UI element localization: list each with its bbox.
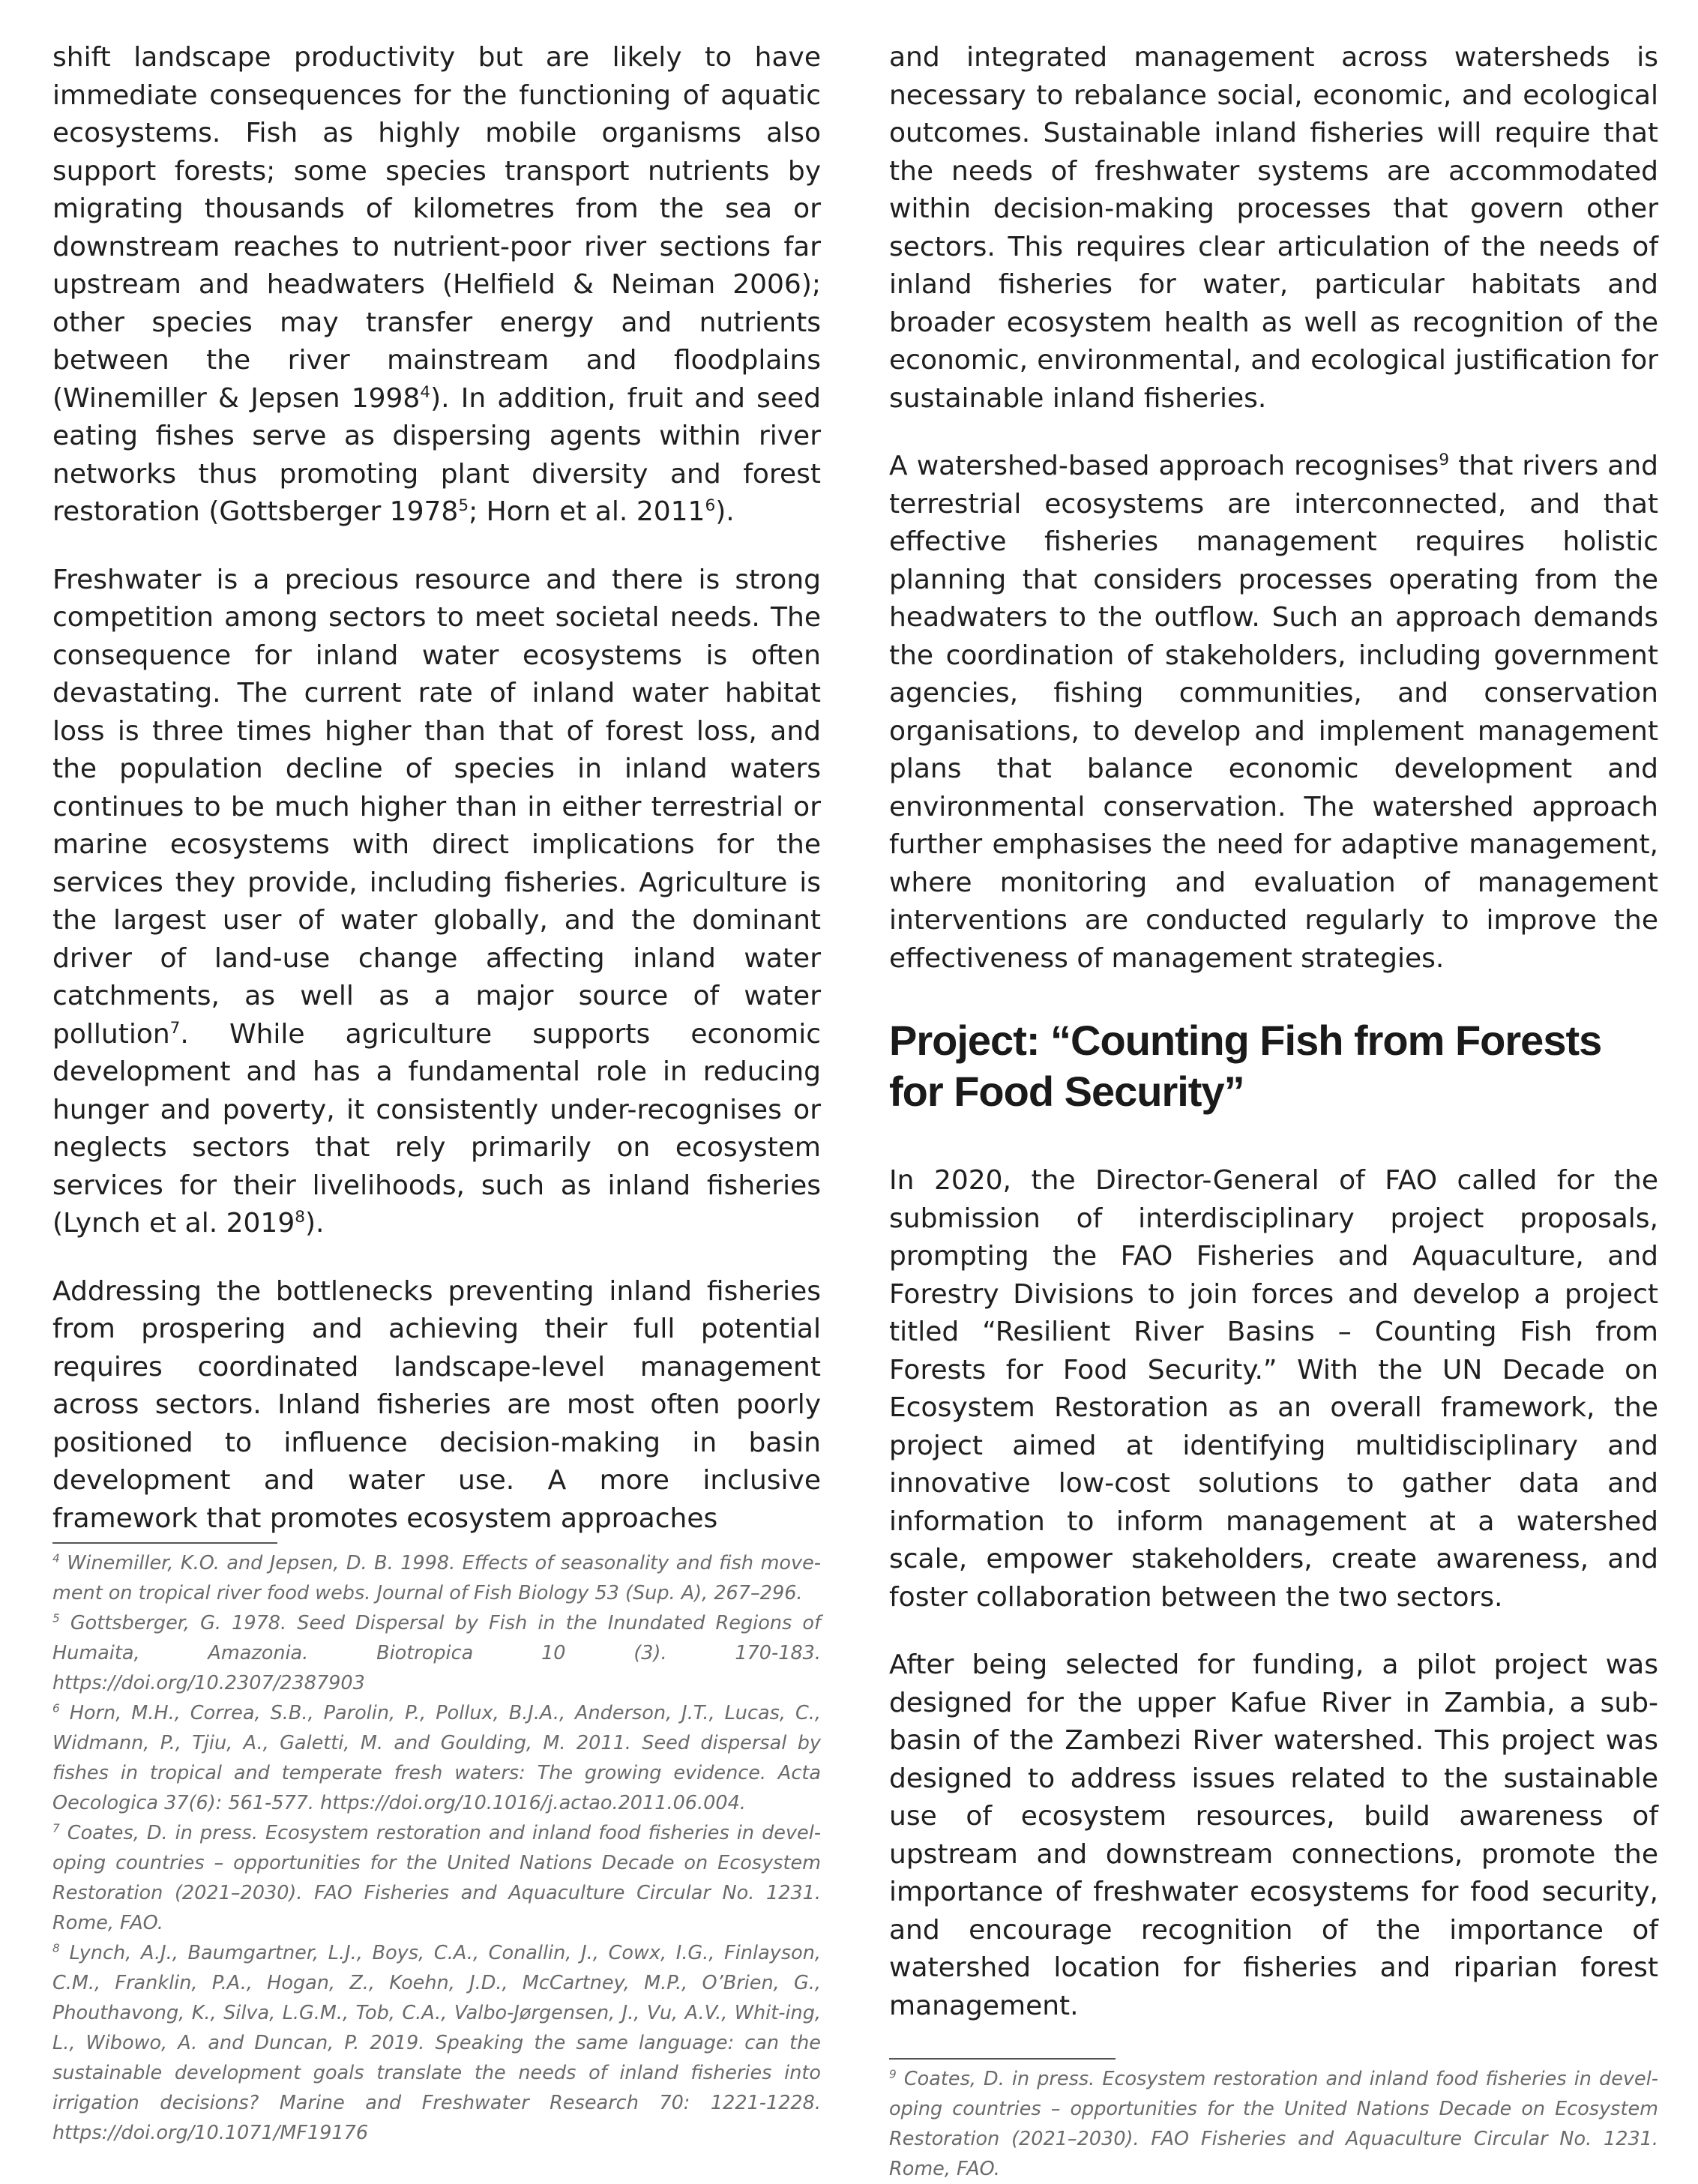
paragraph-freshwater-competition: Freshwater is a precious resource and there is strong competition among sectors to meet societal needs. The consequence for inland water ecosystems is often devastating. The current rate of inland water habitat loss is three times higher than that of forest loss, and the population decline of species in inland waters continues to be much higher than in either terrestrial or marine ecosystems with direct implications for the services they provide, including fisheries. Agriculture is the largest user of water globally, and the dominant driver of land-use change affecting inland water catchments, as well as a major source of water pollution$^7$. While agriculture supports economic development and has a fundamental role in reducing hunger and poverty, it consistently under-recognises or neglects sectors that rely primarily on ecosystem services for their livelihoods, such as inland fisheries (Lynch et al. 2019$^8$). xyxy=(52,564,821,1239)
footnote-ref: 5 xyxy=(458,496,469,515)
left-column xyxy=(52,39,821,2148)
footnote-ref: 8 xyxy=(295,1208,305,1227)
footnote: $^4$ Winemiller, K.O. and Jepsen, D. B. 1998. Effects of seasonality and fish move-ment on tropical river food webs. Journal of Fish Biology 53 (Sup. A), 267–296. xyxy=(52,1551,821,1604)
footnote: $^6$ Horn, M.H., Correa, S.B., Parolin, P., Pollux, B.J.A., Anderson, J.T., Lucas, C., Widmann, P., Tjiu, A., Galetti, M. and Goulding, M. 2011. Seed dispersal by fishes in tropical and temperate fresh waters: The growing evidence. Acta Oecologica 37(6): 561-577. https://doi.org/10.1016/j.actao.2011.06.004. xyxy=(52,1701,822,1814)
footnote-divider xyxy=(52,1542,277,1544)
footnotes-left xyxy=(52,1548,821,2148)
paragraph-project-origin: In 2020, the Director-General of FAO called for the submission of interdisciplinary project proposals, prompting the FAO Fisheries and Aquaculture, and Forestry Divisions to join forces and develop a project titled “Resilient River Basins – Counting Fish from Forests for Food Security.” With the UN Decade on Ecosystem Restoration as an overall framework, the project aimed at identifying multidisciplinary and innovative low-cost solutions to gather data and information to inform management at a watershed scale, empower stakeholders, create awareness, and foster collaboration between the two sectors. xyxy=(889,1165,1658,1613)
footnote: $^7$ Coates, D. in press. Ecosystem restoration and inland food fisheries in devel-oping countries – opportunities for the United Nations Decade on Ecosystem Restoration (2021–2030). FAO Fisheries and Aquaculture Circular No. 1231. Rome, FAO. xyxy=(52,1821,822,1934)
right-column xyxy=(889,39,1658,2184)
footnote-ref: 6 xyxy=(705,496,716,515)
footnote: $^5$ Gottsberger, G. 1978. Seed Dispersal by Fish in the Inundated Regions of Humaita, Amazonia. Biotropica 10 (3). 170-183. https://doi.org/10.2307/2387903 xyxy=(52,1611,821,1694)
footnote: $^9$ Coates, D. in press. Ecosystem restoration and inland food fisheries in devel-oping countries – opportunities for the United Nations Decade on Ecosystem Restoration (2021–2030). FAO Fisheries and Aquaculture Circular No. 1231. Rome, FAO. xyxy=(889,2067,1659,2180)
paragraph-fish-forests: shift landscape productivity but are likely to have immediate consequences for the functioning of aquatic ecosystems. Fish as highly mobile organisms also support forests; some species transport nutrients by migrating thousands of kilometres from the sea or downstream reaches to nutrient-poor river sections far upstream and headwaters (Helfield & Neiman 2006); other species may transfer energy and nutrients between the river mainstream and floodplains (Winemiller & Jepsen 1998$^4$). In addition, fruit and seed eating fishes serve as dispersing agents within river networks thus promoting plant diversity and forest restoration (Gottsberger 1978$^5$; Horn et al. 2011$^6$). xyxy=(52,42,821,527)
footnote: $^8$ Lynch, A.J., Baumgartner, L.J., Boys, C.A., Conallin, J., Cowx, I.G., Finlayson, C.M., Franklin, P.A., Hogan, Z., Koehn, J.D., McCartney, M.P., O’Brien, G., Phouthavong, K., Silva, L.G.M., Tob, C.A., Valbo-Jørgensen, J., Vu, A.V., Whit-ing, L., Wibowo, A. and Duncan, P. 2019. Speaking the same language: can the sustainable development goals translate the needs of inland fisheries into irrigation decisions? Marine and Freshwater Research 70: 1221-1228. https://doi.org/10.1071/MF19176 xyxy=(52,1941,822,2144)
paragraph-watershed-approach: A watershed-based approach recognises$^9$ that rivers and terrestrial ecosystems are interconnected, and that effective fisheries management requires holistic planning that considers processes operating from the headwaters to the outflow. Such an approach demands the coordination of stakeholders, including government agencies, fishing communities, and conservation organisations, to develop and implement management plans that balance economic development and environmental conservation. The watershed approach further emphasises the need for adaptive management, where monitoring and evaluation of management interventions are conducted regularly to improve the effectiveness of management strategies. xyxy=(889,451,1659,974)
paragraph-pilot-project: After being selected for funding, a pilot project was designed for the upper Kafue River in Zambia, a sub-basin of the Zambezi River watershed. This project was designed to address issues related to the sustainable use of ecosystem resources, build awareness of upstream and downstream connections, promote the importance of freshwater ecosystems for food security, and encourage recognition of the importance of watershed location for fisheries and riparian forest management. xyxy=(889,1649,1658,2021)
footnote-divider xyxy=(889,2058,1116,2060)
paragraph-integrated-management: and integrated management across watersheds is necessary to rebalance social, economic, and ecological outcomes. Sustainable inland fisheries will require that the needs of freshwater systems are accommodated within decision-making processes that govern other sectors. This requires clear articulation of the needs of inland fisheries for water, particular habitats and broader ecosystem health as well as recognition of the economic, environmental, and ecological justification for sustainable inland fisheries. xyxy=(889,42,1658,414)
paragraph-bottlenecks: Addressing the bottlenecks preventing inland fisheries from prospering and achieving their full potential requires coordinated landscape-level management across sectors. Inland fisheries are most often poorly positioned to influence decision-making in basin development and water use. A more inclusive framework that promotes ecosystem approaches xyxy=(52,1275,821,1534)
section-heading: Project: “Counting Fish from Forests for Food Security” xyxy=(889,1017,1602,1115)
footnote-ref: 4 xyxy=(420,382,431,402)
footnote-ref: 9 xyxy=(1439,451,1450,469)
footnote-ref: 7 xyxy=(169,1018,181,1038)
footnotes-right xyxy=(889,2064,1658,2184)
